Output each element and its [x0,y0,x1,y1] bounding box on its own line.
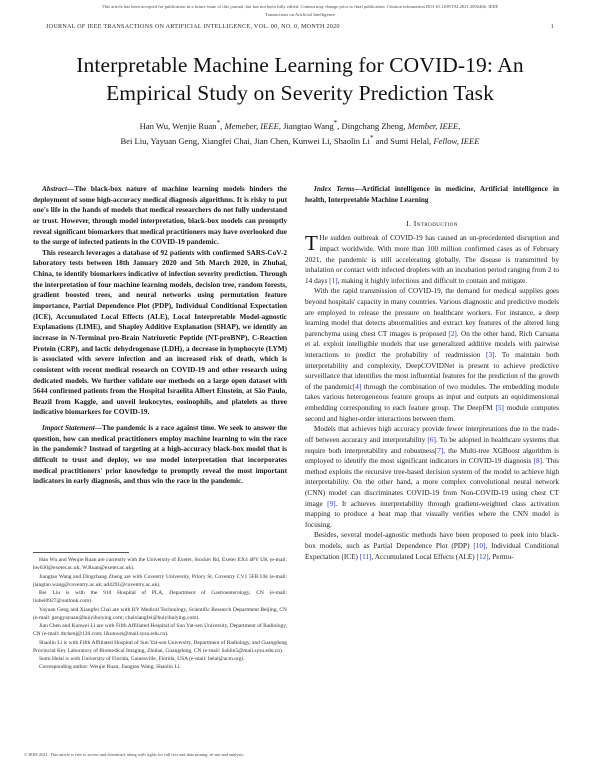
footnote-3: Bei Liu is with the 910 Hospital of PLA, Department of Gastroenterology, CN (e-mail: liubei0927@outlook.com). [33,590,287,605]
abstract-paragraph-2: This research leverages a database of 92 patients with confirmed SARS-CoV-2 laboratory tests between 18th January 2020 and 5th March 2020, in Zhuhai, China, to identify biomarkers indicative of infection severity prediction. Through the interpretation of four machine learning models, decision tree, random forests, gradient boosted trees, and neural networks using permutation feature importance, Partial Dependence Plot (PDP), Individual Conditional Expectation (ICE), Accumulated Local Effects (ALE), Local Interpretable Model-agnostic Explanations (LIME), and Shapley Additive Explanation (SHAP), we identify an increase in N-Terminal pro-Brain Natriuretic Peptide (NT-proBNP), C-Reaction Protein (CRP), and lactic dehydrogenase (LDH), a decrease in lymphocyte (LYM) is associated with severe infection and an increased risk of death, which is consistent with recent medical research on COVID-19 and other research using dedicated models. We further validate our methods on a large open dataset with 5644 confirmed patients from the Hospital Israelita Albert Einstein, at São Paulo, Brazil from Kaggle, and unveil leukocytes, eosinophils, and platelets as three indicative biomarkers for COVID-19. [33,248,287,417]
body-columns [33,184,567,744]
abstract-text-1: The black-box nature of machine learning models hinders the deployment of some high-accuracy medical diagnosis algorithms. It is risky to put one's life in the hands of models that medical researchers do not fully understand or trust. However, through model interpretation, black-box models can promptly reveal significant biomarkers that medical practitioners may have overlooked due to the surge of infected patients in the COVID-19 pandemic. [33,185,287,247]
citation-10[interactable]: [10] [473,541,486,550]
footer-copyright: © IEEE 2021. This article is free to access and download, along with rights for full text and data mining, re-use and analysis. [24,752,245,757]
author-role-3: Fellow, IEEE [433,136,480,147]
acceptance-banner [46,3,554,18]
footnote-4: Yayuan Geng and Xiangfei Chai are with HY Medical Technology, Scientific Research Department Beijing, CN (e-mail: gengyayuan@huiyihuiying.com; chaixiangfei@huiyihuiying.com). [33,606,287,621]
citation-4[interactable]: [4] [352,382,362,391]
citation-6[interactable]: [6] [427,435,436,444]
citation-8[interactable]: [8] [533,457,543,466]
footnote-7: Sumi Helal is with University of Florida, Gainesville, Florida, USA (e-mail: helal@acm.org). [39,656,245,662]
citation-2[interactable]: [2] [448,329,457,338]
footnote-2: Jiangtao Wang and Dingchang Zheng are with Coventry University, Priory St, Coventry CV1 5FB UK (e-mail: jiangtao.wang@coventry.ac.uk; ad4291@coventry.ac.uk). [33,573,287,588]
footnote-5: Jian Chen and Kunwei Li are with Fifth Affiliated Hospital of Sun Yat-sen University, Department of Radiology, CN (e-mail: dtchenj@126.com; likunwei@mail.sysu.edu.cn). [33,623,287,638]
impact-statement-paragraph: Impact Statement—The pandemic is a race against time. We seek to answer the question, how can medical practitioners employ machine learning to win the race in the pandemic? Instead of targeting at a high-accuracy black-box model that is difficult to trust and deploy, we use model interpretation that incorporates medical practitioners' prior knowledge to promptly reveal the most important indicators in early diagnosis, and thus win the race in the pandemic. [33,424,287,486]
author-role-2: Member, IEEE [407,120,459,131]
column-right [305,184,559,744]
intro-paragraph-1 [305,233,559,286]
footnote-6: Shaolin Li is with Fifth Affiliated Hospital of Sun Yat-sen University, Department of Radiology, and Guangdong Provincial Key Laboratory of Biomedical Imaging, Zhuhai, Guangdong, CN (e-mail: lishlin5@mail.sysu.edu.cn). [33,639,287,654]
author-line-2: Bei Liu, Yayuan Geng, Xiangfei Chai, Jian Chen, Kunwei Li, Shaolin Li* and Sumi Helal, Fellow, IEEE [120,134,480,147]
index-terms-label: Index Terms [314,185,355,193]
citation-1[interactable]: [1] [329,276,338,285]
intro-paragraph-3: Models that achieves high accuracy provide fewer interpretations due to the trade-off between accuracy and interpretability [6]. To be adopted in healthcare systems that require both interpretability and robustness[7], the Multi-tree XGBoost algorithm is employed to identify the most significant indicators in COVID-19 diagnosis [8]. This method exploits the recursive tree-based decision system of the model to achieve high interpretability. On the other hand, a more complex convolutional neural network (CNN) model can discriminates COVID-19 from Non-COVID-19 using chest CT image [9]. It achieves interpretability through gradient-weighted class activation mapping to produce a heat map that visually verifies where the CNN model is focusing. [305,425,559,529]
acceptance-banner-line2: Transactions on Artificial Intelligence [265,11,335,17]
page-number: 1 [550,24,554,30]
footnote-8: Corresponding author: Wenjie Ruan, Jiangtao Wang, Shaolin Li. [39,664,181,671]
impact-statement-label: Impact Statement [42,424,95,433]
section-label: Introduction [413,219,458,229]
column-left [33,184,287,744]
citation-5[interactable]: [5] [495,404,504,413]
section-number: I. [406,219,412,229]
citation-9[interactable]: [9] [327,499,336,508]
page-title: Interpretable Machine Learning for COVID-19: An Empirical Study on Severity Prediction Task [76,53,524,105]
author-line-1: Han Wu, Wenjie Ruan*, Memeber, IEEE, Jiangtao Wang*, Dingchang Zheng, Member, IEEE, [139,119,461,131]
intro-p1-rest-b: , making it highly infectious and difficult to contain and mitigate. [337,276,528,285]
acceptance-banner-line1: This article has been accepted for publication in a future issue of this journal, but has not been fully edited. Content may change prior to final publication. Citation information DOI 10.1109/TAI.2021.3092466, IEEE [101,4,499,9]
drop-cap: T [305,231,318,256]
section-heading-introduction [305,219,559,228]
intro-paragraph-2: With the rapid transmission of COVID-19, the demand for medical supplies goes beyond hospitals' capacity in many countries. Various diagnostic and predictive models are employed to release the pressure on healthcare workers. For instance, a deep learning model that detects abnormalities and extract key features of the altered lung parenchyma using chest CT images is proposed [2]. On the other hand, Rich Caruana et al. exploit intelligible models that use generalized additive models with pairwise interactions to predict the probability of readmission [3]. To maintain both interpretability and complexity, DeepCOVIDNet is present to achieve predictive surveillance that identifies the most influential features for the prediction of the growth of the pandemic[4] through the combination of two modules. The embedding module takes various heterogeneous feature groups as input and outputs an equidimensional embedding corresponding to each feature group. The DeepFM [5] module computes second and higher-order interactions between them. [305,287,559,423]
abstract-paragraph-1: Abstract—The black-box nature of machine learning models hinders the deployment of some high-accuracy medical diagnosis algorithms. It is risky to put one's life in the hands of models that medical researchers do not fully understand or trust. However, through model interpretation, black-box models can promptly reveal significant biomarkers that medical practitioners may have overlooked due to the surge of infected patients in the COVID-19 pandemic. [33,185,287,247]
index-terms-text: Artificial intelligence in medicine, Artificial intelligence in health, Interpretable Machine Learning [305,185,559,204]
citation-11[interactable]: [11] [359,552,372,561]
abstract-label: Abstract [42,185,67,193]
intro-paragraph-4: Besides, several model-agnostic methods have been proposed to peek into black-box models, such as Partial Dependence Plot (PDP) [10], Individual Conditional Expectation (ICE) [11], Accumulated Local Effects (ALE) [12], Permu- [305,531,559,561]
citation-7[interactable]: [7] [434,446,444,455]
citation-3[interactable]: [3] [486,351,495,360]
footnote-block [33,556,287,672]
author-role-1: Memeber, IEEE [224,120,279,131]
impact-statement-text: The pandemic is a race against time. We seek to answer the question, how can medical practitioners employ machine learning to win the race in the pandemic? Instead of targeting at a high-accuracy black-box model that is difficult to trust and deploy, we use model interpretation that incorporates medical practitioners' prior knowledge to promptly reveal the most important indicators in early diagnosis, and thus win the race in the pandemic. [33,424,287,486]
intro-p1-head: He sudden outbreak of COVID-19 has caused an un- [319,234,479,243]
footnote-1: Han Wu and Wenjie Ruan are currently with the University of Exeter, Stocker Rd, Exeter EX4 4PY UK (e-mail: hw630@exeter.ac.uk; W.Ruan@exeter.ac.uk). [33,557,287,572]
running-head [46,24,554,30]
citation-12[interactable]: [12] [476,552,489,561]
footnote-rule [33,552,129,553]
index-terms-paragraph: Index Terms—Artificial intelligence in medicine, Artificial intelligence in health, Interpretable Machine Learning [305,185,559,204]
author-list [40,118,560,148]
intro-p1-rest-a: precedented disruption and impact worldwide. With more than 100 million confirmed cases as of February 2021, the pandemic is still accelerating globally. The disease is transmitted by inhalation or contact with infected droplets with an incubation period ranging from 2 to 14 days [305,234,559,285]
journal-name: JOURNAL OF IEEE TRANSACTIONS ON ARTIFICIAL INTELLIGENCE, VOL. 00, NO. 0, MONTH 2020 [46,24,340,30]
